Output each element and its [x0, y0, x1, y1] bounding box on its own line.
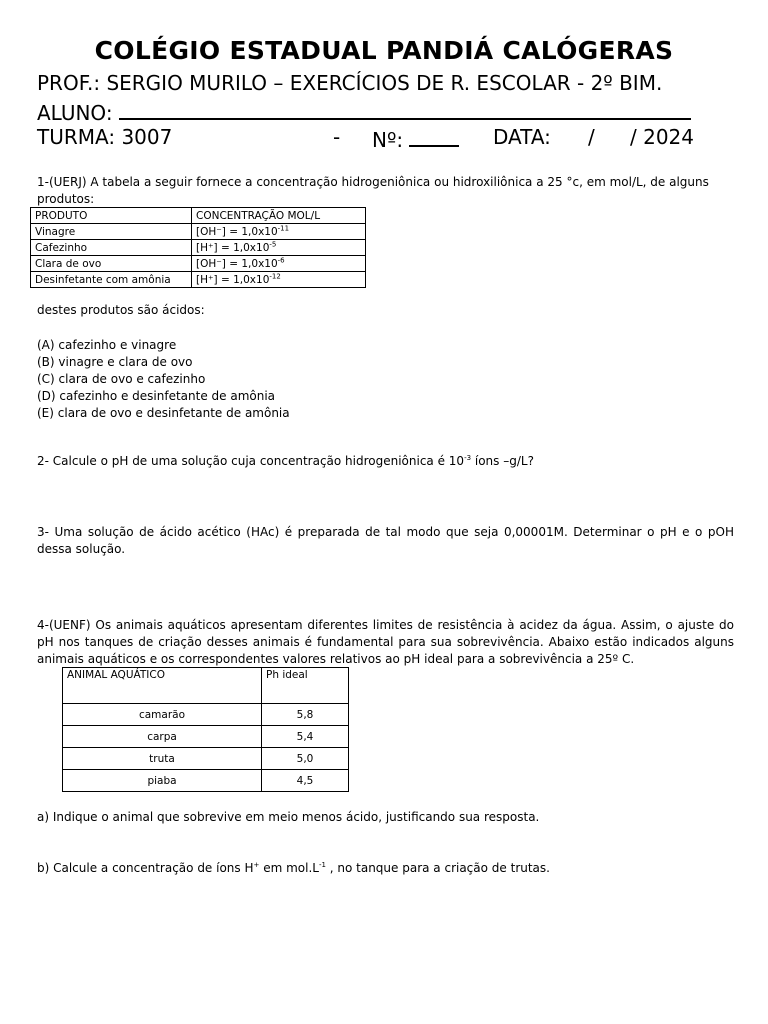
q1-options	[37, 337, 290, 422]
turma-label: TURMA:	[37, 125, 116, 149]
table-header-row	[63, 668, 349, 704]
turma-value: 3007	[121, 125, 173, 149]
option-d[interactable]: (D) cafezinho e desinfetante de amônia	[37, 389, 276, 403]
q4-part-b: b) Calcule a concentração de íons H+ em $mol.L^{-1}$ , no tanque para a criação de trutas.	[37, 861, 550, 875]
option-c[interactable]: (C) clara de ovo e cafezinho	[37, 372, 206, 386]
table-cell: Cafezinho	[31, 240, 192, 256]
numero-label: Nº:	[372, 128, 404, 152]
table-row	[63, 748, 349, 770]
table-cell: carpa	[63, 726, 262, 748]
q4-part-a: a) Indique o animal que sobrevive em meio menos ácido, justificando sua resposta.	[37, 810, 540, 824]
table-header-row	[31, 208, 366, 224]
table-cell: piaba	[63, 770, 262, 792]
table-cell: Clara de ovo	[31, 256, 192, 272]
table-header: CONCENTRAÇÃO MOL/L	[192, 208, 366, 224]
table-row	[31, 240, 366, 256]
aluno-label: ALUNO:	[37, 101, 113, 125]
table-row	[31, 272, 366, 288]
turma-row	[37, 125, 172, 149]
option-e[interactable]: (E) clara de ovo e desinfetante de amônia	[37, 406, 290, 420]
aluno-row	[37, 98, 691, 125]
q2-text: 2- Calcule o pH de uma solução cuja concentração hidrogeniônica é $10^{-3}$ íons –g/L?	[37, 454, 534, 468]
q1-table	[30, 207, 366, 288]
data-slash-1: /	[588, 125, 595, 149]
table-cell: Desinfetante com amônia	[31, 272, 192, 288]
table-cell: Vinagre	[31, 224, 192, 240]
table-header: Ph ideal	[262, 668, 349, 704]
table-row	[63, 704, 349, 726]
table-cell: 4,5	[262, 770, 349, 792]
table-cell: camarão	[63, 704, 262, 726]
aluno-blank[interactable]	[119, 98, 691, 120]
table-cell: truta	[63, 748, 262, 770]
table-cell: 5,0	[262, 748, 349, 770]
numero-field	[372, 125, 459, 152]
table-row	[31, 224, 366, 240]
table-cell: $[OH^-] = 1,0x10^{-6}$	[192, 256, 366, 272]
table-header: PRODUTO	[31, 208, 192, 224]
table-cell: 5,4	[262, 726, 349, 748]
table-cell: $[H^+] = 1,0x10^{-5}$	[192, 240, 366, 256]
table-row	[63, 726, 349, 748]
q1-text: 1-(UERJ) A tabela a seguir fornece a concentração hidrogeniônica ou hidroxiliônica a 25 °c, em mol/L, de alguns produtos:	[37, 175, 709, 206]
table-cell: $[OH^-] = 1,0x10^{-11}$	[192, 224, 366, 240]
numero-blank[interactable]	[409, 125, 459, 147]
table-cell: 5,8	[262, 704, 349, 726]
q4-table	[62, 667, 349, 792]
option-a[interactable]: (A) cafezinho e vinagre	[37, 338, 177, 352]
table-row	[31, 256, 366, 272]
data-label: DATA:	[493, 125, 551, 149]
option-b[interactable]: (B) vinagre e clara de ovo	[37, 355, 193, 369]
q3-text: 3- Uma solução de ácido acético (HAc) é preparada de tal modo que seja 0,00001M. Determinar o pH e o pOH dessa solução.	[37, 525, 734, 556]
q1-question: destes produtos são ácidos:	[37, 303, 205, 317]
header-dash: -	[333, 125, 341, 149]
table-cell: $[H^+] = 1,0x10^{-12}$	[192, 272, 366, 288]
table-header: ANIMAL AQUÁTICO	[63, 668, 262, 704]
prof-line: PROF.: SERGIO MURILO – EXERCÍCIOS DE R. ESCOLAR - 2º BIM.	[37, 71, 663, 95]
q4-text: 4-(UENF) Os animais aquáticos apresentam diferentes limites de resistência à acidez da água. Assim, o ajuste do pH nos tanques de criação desses animais é fundamental para sua sobrevivência. Abaixo estão indicados alguns animais aquáticos e os correspondentes valores relativos ao pH ideal para a sobrevivência a 25º C.	[37, 618, 734, 666]
school-title: COLÉGIO ESTADUAL PANDIÁ CALÓGERAS	[94, 36, 674, 65]
table-row	[63, 770, 349, 792]
data-slash-year: / 2024	[630, 125, 694, 149]
